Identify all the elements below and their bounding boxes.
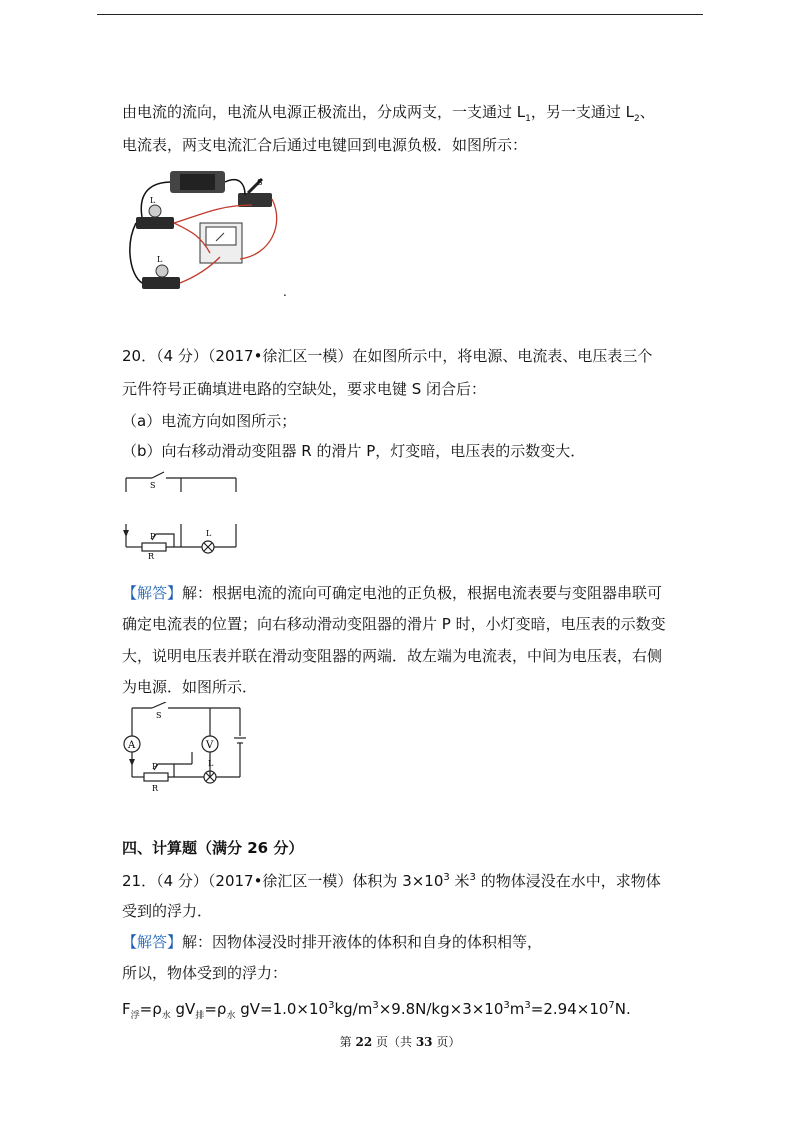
svg-text:S: S	[257, 178, 263, 187]
page-footer: 第 22 页（共 33 页）	[339, 1035, 461, 1049]
section-title: 四、计算题（满分 26 分）	[122, 839, 304, 857]
q20-answer-line4: 为电源．如图所示．	[122, 678, 258, 696]
svg-text:P: P	[152, 762, 158, 771]
svg-text:R: R	[152, 784, 159, 793]
bulb-l2-base	[142, 277, 180, 289]
q20-circuit-figure	[122, 470, 242, 560]
q20-b: （b）向右移动滑动变阻器 R 的滑片 P，灯变暗，电压表的示数变大．	[122, 442, 586, 460]
q21-line2: 受到的浮力．	[122, 902, 213, 920]
q19-answer-line2: 电流表，两支电流汇合后通过电键回到电源负极．如图所示：	[122, 136, 528, 154]
svg-text:L: L	[206, 529, 212, 538]
q21-line1: 21．（4 分）（2017•徐汇区一模）体积为 $3\times 10^3$ 米$^3$ 的物体浸没在水中，求物体	[122, 872, 661, 890]
svg-text:L: L	[157, 255, 163, 264]
svg-text:P: P	[150, 532, 156, 541]
q20-answer-circuit-figure	[122, 702, 252, 794]
svg-text:V: V	[206, 740, 214, 751]
svg-text:L: L	[208, 759, 214, 768]
bulb-l1-base	[136, 217, 174, 229]
q21-answer-line1: 【解答】解：因物体浸没时排开液体的体积和自身的体积相等，	[122, 933, 543, 951]
q20-line2: 元件符号正确填进电路的空缺处，要求电键 S 闭合后：	[122, 380, 487, 398]
svg-text:R: R	[148, 552, 155, 560]
svg-text:.: .	[283, 285, 287, 299]
svg-text:S: S	[156, 711, 162, 720]
svg-text:L: L	[150, 196, 156, 205]
q19-answer-line1: 由电流的流向，电流从电源正极流出，分成两支，一支通过 $L_1$，另一支通过 $L_2$、	[122, 103, 655, 124]
q20-answer-line3: 大，说明电压表并联在滑动变阻器的两端．故左端为电流表，中间为电压表，右侧	[122, 647, 663, 665]
q19-circuit-figure	[120, 165, 300, 305]
q20-answer-line2: 确定电流表的位置；向右移动滑动变阻器的滑片 P 时，小灯变暗，电压表的示数变	[122, 615, 666, 633]
header-rule	[97, 14, 703, 15]
q20-answer-line1: 【解答】解：根据电流的流向可确定电池的正负极，根据电流表要与变阻器串联可	[122, 584, 663, 602]
q20-a: （a）电流方向如图所示；	[122, 412, 297, 430]
answer-tag: 【解答】	[122, 584, 183, 602]
svg-text:A: A	[128, 740, 136, 751]
q21-answer-line2: 所以，物体受到的浮力：	[122, 964, 288, 982]
q20-line1: 20．（4 分）（2017•徐汇区一模）在如图所示中，将电源、电流表、电压表三个	[122, 347, 653, 365]
svg-text:S: S	[150, 481, 156, 490]
q21-formula: $F_浮=\rho_水$ $gV_排=\rho_水$ $gV=1.0\times 10^3kg/m^3\times 9.8N/kg\times 3\times 10^3m^3=2.94\times 10^7N$.	[122, 1000, 631, 1021]
answer-tag: 【解答】	[122, 933, 183, 951]
